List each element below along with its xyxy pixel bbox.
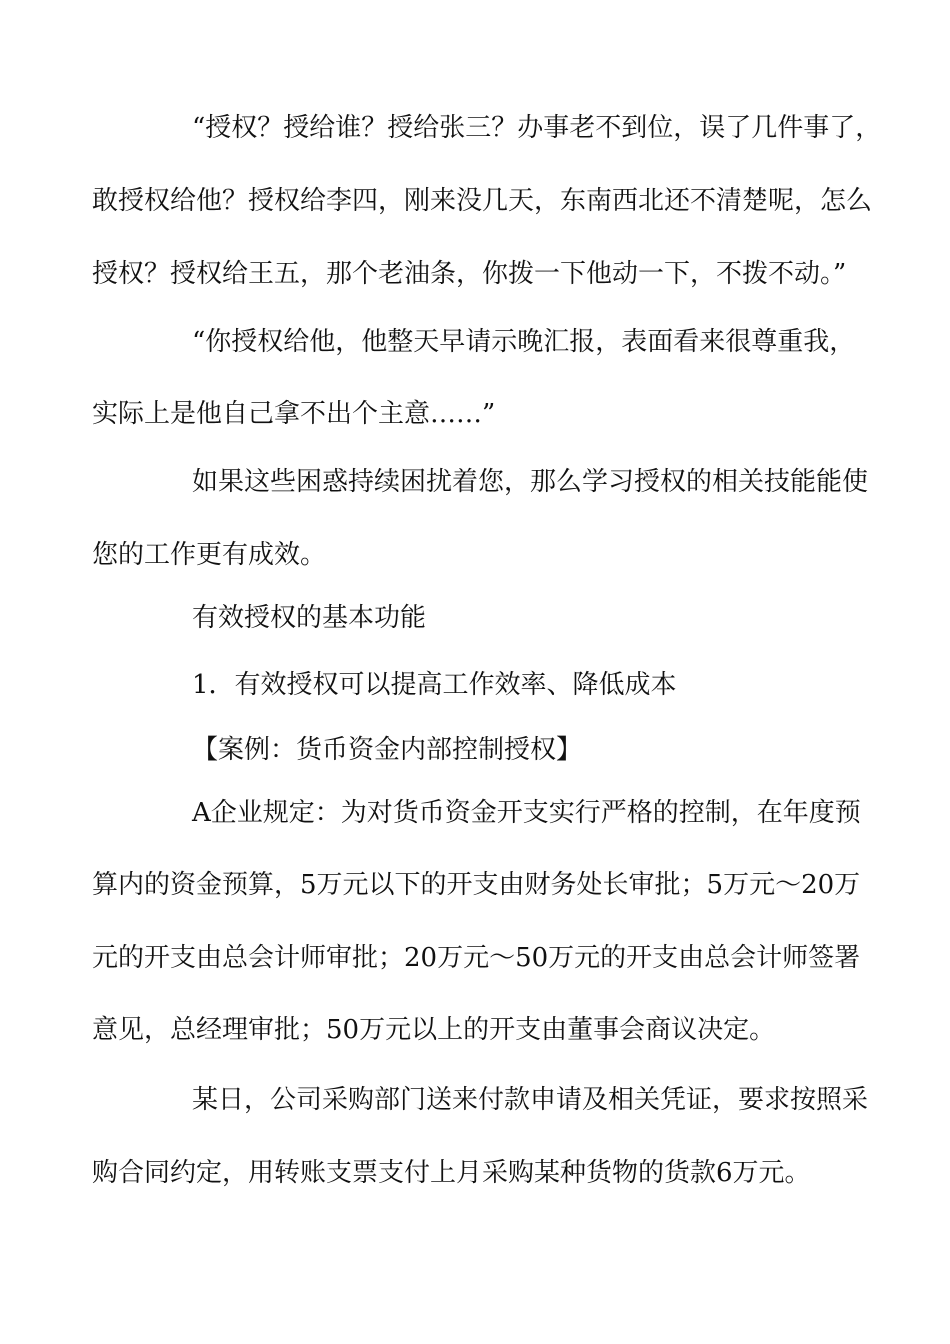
case-paragraph-1-line-1: A企业规定：为对货币资金开支实行严格的控制，在年度预 bbox=[192, 798, 861, 828]
paragraph-2-line-1: “你授权给他，他整天早请示晚汇报，表面看来很尊重我， bbox=[192, 327, 856, 357]
case-title: 【案例：货币资金内部控制授权】 bbox=[192, 735, 583, 765]
paragraph-2-line-2: 实际上是他自己拿不出个主意……” bbox=[92, 399, 496, 429]
case-paragraph-2-line-2: 购合同约定，用转账支票支付上月采购某种货物的货款6万元。 bbox=[92, 1158, 811, 1188]
paragraph-1-line-1: “授权？授给谁？授给张三？办事老不到位，误了几件事了， bbox=[192, 113, 882, 143]
paragraph-1-line-3: 授权？授权给王五，那个老油条，你拨一下他动一下，不拨不动。” bbox=[92, 259, 847, 289]
case-paragraph-1-line-3: 元的开支由总会计师审批；20万元～50万元的开支由总会计师签署 bbox=[92, 943, 861, 973]
case-paragraph-2-line-1: 某日，公司采购部门送来付款申请及相关凭证，要求按照采 bbox=[192, 1085, 869, 1115]
section-heading: 有效授权的基本功能 bbox=[192, 603, 427, 633]
case-paragraph-1-line-2: 算内的资金预算，5万元以下的开支由财务处长审批；5万元～20万 bbox=[92, 870, 861, 900]
case-paragraph-1-line-4: 意见，总经理审批；50万元以上的开支由董事会商议决定。 bbox=[92, 1015, 776, 1045]
numbered-point-1: 1．有效授权可以提高工作效率、降低成本 bbox=[192, 670, 677, 700]
paragraph-3-line-1: 如果这些困惑持续困扰着您，那么学习授权的相关技能能使 bbox=[192, 467, 869, 497]
paragraph-1-line-2: 敢授权给他？授权给李四，刚来没几天，东南西北还不清楚呢，怎么 bbox=[92, 186, 873, 216]
paragraph-3-line-2: 您的工作更有成效。 bbox=[92, 540, 327, 570]
